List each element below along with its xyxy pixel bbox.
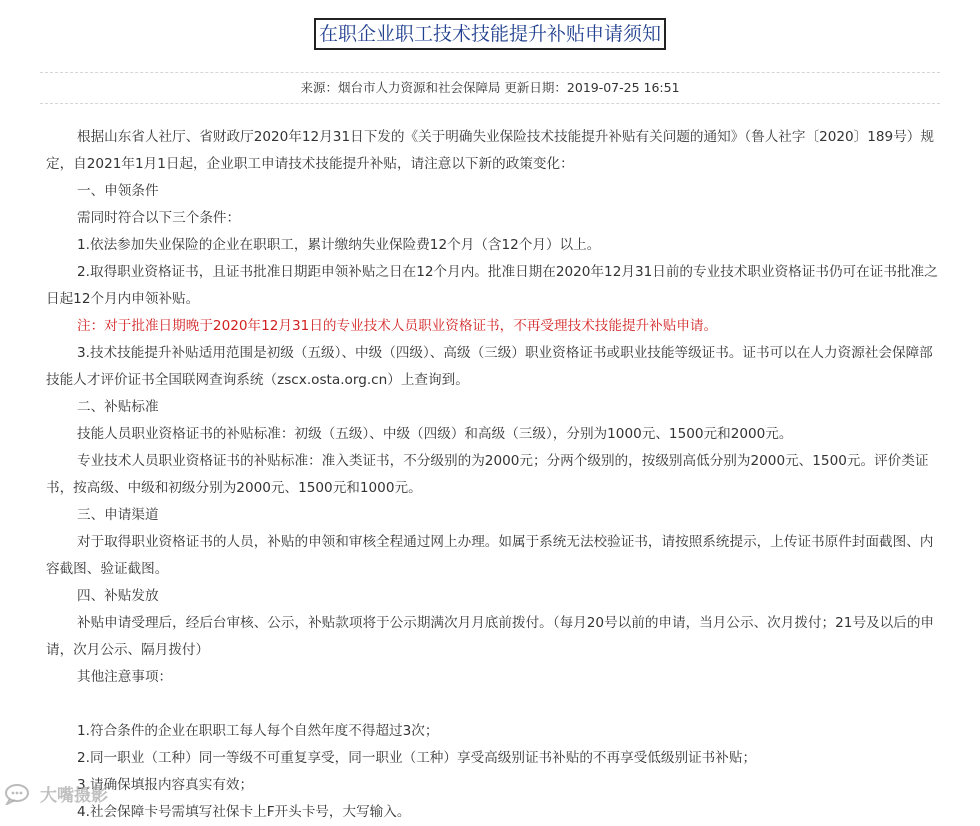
paragraph: 补贴申请受理后，经后台审核、公示，补贴款项将于公示期满次月月底前拨付。（每月20号以前的申请，当月公示、次月拨付；21号及以后的申请，次月公示、隔月拨付）: [46, 615, 935, 658]
page-title[interactable]: 在职企业职工技术技能提升补贴申请须知: [314, 18, 666, 50]
paragraph: 2.取得职业资格证书，且证书批准日期距申领补贴之日在12个月内。批准日期在2020年12月31日前的专业技术职业资格证书仍可在证书批准之日起12个月内申领补贴。: [46, 264, 938, 307]
paragraph: 2.同一职业（工种）同一等级不可重复享受，同一职业（工种）享受高级别证书补贴的不再享受低级别证书补贴；: [77, 750, 757, 766]
watermark-text: 大嘴摄影: [40, 786, 108, 806]
paragraph: 1.依法参加失业保险的企业在职职工，累计缴纳失业保险费12个月（含12个月）以上。: [77, 237, 601, 253]
paragraph: 一、申领条件: [77, 183, 159, 199]
paragraph: 3.请确保填报内容真实有效；: [77, 777, 254, 793]
source-line: 来源：烟台市人力资源和社会保障局 更新日期：2019-07-25 16:51: [40, 72, 940, 104]
article-body: [46, 124, 941, 826]
notice-paragraph: 注：对于批准日期晚于2020年12月31日的专业技术人员职业资格证书，不再受理技术技能提升补贴申请。: [77, 318, 718, 334]
paragraph: 1.符合条件的企业在职职工每人每个自然年度不得超过3次；: [77, 723, 439, 739]
spacer: [46, 691, 941, 718]
paragraph: 需同时符合以下三个条件：: [77, 210, 241, 226]
speech-bubble-logo-icon: [4, 783, 36, 805]
paragraph: 二、补贴标准: [77, 399, 159, 415]
paragraph: 4.社会保障卡号需填写社保卡上F开头卡号，大写输入。: [77, 804, 411, 820]
title-wrap: [0, 18, 980, 50]
paragraph: 对于取得职业资格证书的人员，补贴的申领和审核全程通过网上办理。如属于系统无法校验证书，请按照系统提示，上传证书原件封面截图、内容截图、验证截图。: [46, 534, 934, 577]
watermark: [4, 781, 108, 806]
paragraph: 其他注意事项：: [77, 669, 173, 685]
paragraph: 专业技术人员职业资格证书的补贴标准：准入类证书，不分级别的为2000元；分两个级别的，按级别高低分别为2000元、1500元。评价类证书，按高级、中级和初级分别为2000元、1500元和1000元。: [46, 453, 929, 496]
paragraph: 3.技术技能提升补贴适用范围是初级（五级）、中级（四级）、高级（三级）职业资格证书或职业技能等级证书。证书可以在人力资源社会保障部技能人才评价证书全国联网查询系统（zscx.osta.org.cn）上查询到。: [46, 345, 933, 388]
paragraph: 三、申请渠道: [77, 507, 159, 523]
paragraph: 四、补贴发放: [77, 588, 159, 604]
paragraph: 技能人员职业资格证书的补贴标准：初级（五级）、中级（四级）和高级（三级），分别为1000元、1500元和2000元。: [77, 426, 793, 442]
paragraph: 根据山东省人社厅、省财政厅2020年12月31日下发的《关于明确失业保险技术技能提升补贴有关问题的通知》（鲁人社字〔2020〕189号）规定，自2021年1月1日起，企业职工申请技术技能提升补贴，请注意以下新的政策变化：: [46, 129, 934, 172]
